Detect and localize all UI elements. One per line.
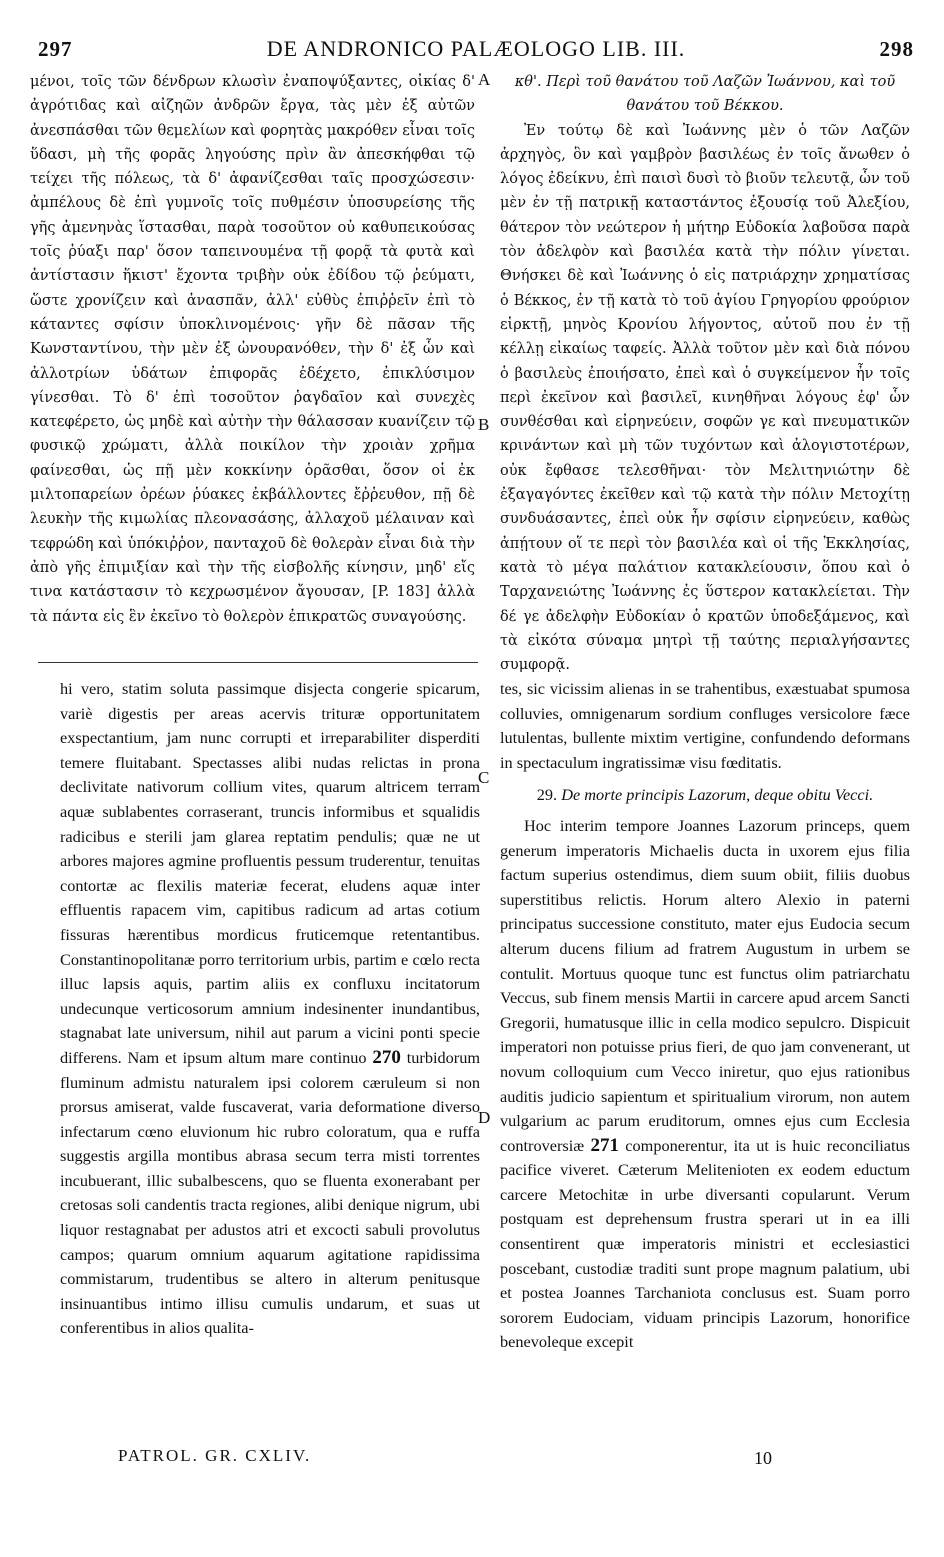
margin-marker-b: B xyxy=(478,415,490,434)
greek-text-left-column xyxy=(30,70,475,629)
column-divider-rule xyxy=(38,662,478,663)
page-number-right: 298 xyxy=(879,37,914,61)
latin-text-part: componerentur, ita ut is huic reconciliatus pacifice viveret. Cæterum Melitenioten ex eodem eductum carcere Metochitæ in urbe diversanti copularunt. Verum postquam est deprehensum frustra sperari ut in ea illi consentirent quæ imperatoris ministri et ecclesiastici poscebant, custodiæ traditi sunt prope magnum palatium, ubi et postea Joannes Tarchaniota conclusus est. Suam porro sororem Eudociam, viduam principis Lazorum, honorifice benevoleque excepit xyxy=(500,1135,910,1352)
latin-text-left-column xyxy=(60,677,480,1341)
running-header xyxy=(38,36,914,70)
margin-marker-c: C xyxy=(478,768,490,787)
margin-marker-d: D xyxy=(478,1108,491,1127)
latin-section-number: 29. xyxy=(536,785,558,805)
greek-text-right-column xyxy=(500,70,910,677)
latin-section-heading xyxy=(500,783,910,808)
signature-number: 10 xyxy=(754,1448,772,1468)
latin-section-title: De morte principis Lazorum, deque obitu Vecci. xyxy=(561,785,874,805)
margin-marker-a: A xyxy=(478,70,491,89)
latin-text-part: hi vero, statim soluta passimque disjecta congerie spicarum, variè digestis per areas acervis trituræ opportunitatem exspectantium, jam nunc corrupti et irreparabiliter disperditi temere fluitabant. Spectasses alibi nudas relictas in prona declivitate nativorum collium vites, quarum altricem terram aquæ sublabentes corraserant, truncis informibus et squalidis radicibus e sterili jam glarea reptatim pendulis; quæ ne ut arbores majores agmine profluentis pessum truderentur, tenuitas contortæ ac flexilis materiæ fecerat, eludens aquæ inter effluentis rapacem vim, capitibus radicum ad artas cotium fissuras hærentibus mordicus fruticemque retentantibus. Constantinopolitanæ porro territorium urbis, partim e cœlo recta illuc lapsis aquis, partim aliis ex confluxu incitatorum undecunque verticosorum amnium indesinenter inundantibus, stagnabat late universum, nihil aut parum a vicini ponti specie differens. Nam et ipsum altum mare continuo xyxy=(60,679,480,1067)
greek-section-heading xyxy=(500,70,910,119)
latin-text-part: turbidorum fluminum admistu naturalem ipsi colorem cæruleum si non prorsus amiserat, valde fuscaverat, varia deformatione diverso infectarum cœno eluvionum hic rubro coloratum, qua e ruffa suggestis argilla montibus abrasa secum terra misti torrentes incubuerant, illic subalbescens, quo se fluenta exonerabant per cretosas soli candentis tracta regiones, alibi denique nigrum, ubi liquor restagnabat per adustos atri et excocti sabuli provolutus campos; quarum omnium aquarum agitatione rapidissima commistarum, trudentibus se altero in alterum penitusque insinuantibus intimo illisu cumulis undarum, et suas ut conferentibus in alios qualita- xyxy=(60,1047,481,1338)
page-break-mark: 270 xyxy=(372,1046,401,1068)
greek-section-title: Περὶ τοῦ θανάτου τοῦ Λαζῶν Ἰωάννου, καὶ τοῦ θανάτου τοῦ Βέκκου. xyxy=(546,74,896,115)
running-title: DE ANDRONICO PALÆOLOGO LIB. III. xyxy=(266,36,686,61)
latin-paragraph xyxy=(500,814,910,1355)
greek-paragraph: μένοι, τοῖς τῶν δένδρων κλωσὶν ἐναποψύξαντες, οἰκίας δ' ἀγρότιδας καὶ αἰζηῶν ἀνδρῶν ἔργα, τὰς μὲν ἐξ αὐτῶν ἀνεσπάσθαι τῶν θεμελίων καὶ φορητὰς μακρόθεν εἶναι τοῖς ὕδασι, μὴ τῆς φορᾶς ληγούσης πρὶν ἂν ἀπεσκήφθαι τῷ τείχει τῆς πόλεως, τὰ δ' ἀφανίζεσθαι ταῖς προσχώσεσιν· ἀμπέλους δὲ ἐπὶ γυμνοῖς τοῖς πυθμέσιν ὑποσυρείσης τῆς γῆς ἀμενηνὰς ἵστασθαι, παρὰ τοσοῦτον οὐ καθυπεικούσας τοῖς ῥύαξι παρ' ὅσον ταπεινουμένα τῇ φορᾷ τὰ φυτὰ καὶ ἀντίστασιν ἥκιστ' ἔχοντα τριβὴν οὐκ ἐδίδου τῷ ῥεύματι, ὥστε χρονίζειν καὶ ἀνασπᾶν, ἀλλ' εὐθὺς ἐπιῤῥεῖν ἐπὶ τὸ κάταντες σφίσιν ὑποκλινομένοις· γῆν δὲ πᾶσαν τῆς Κωνσταντίνου, τὴν μὲν ἐξ ὠνουρανόθεν, τὴν δ' ἐξ ὧν καὶ ἀλλοτρίων ὑδάτων ἐπιφορᾶς ἐδέχετο, ἐπικλύσιμον γίνεσθαι. Τὸ δ' ἐπὶ τοσοῦτον ῥαγδαῖον καὶ συνεχὲς κατεφέρετο, ὡς μηδὲ καὶ αὐτὴν τὴν θάλασσαν κυανίζειν τῷ φυσικῷ χρώματι, ἀλλὰ ποικίλον τὴν χροιὰν χρῆμα φαίνεσθαι, ὡς πῇ μὲν κοκκίνην ὁρᾶσθαι, ὅσον οἱ ἐκ μιλτοπαρείων ὀρέων ῥύακες ἐκβάλλοντες ἔῤῥευθον, πῇ δὲ λευκὴν τῆς κιμωλίας πλεονασάσης, ἀλλαχοῦ μέλαιναν καὶ τεφρώδη καὶ ὑπόκιῤῥον, πανταχοῦ δὲ θολερὰν εἶναι διὰ τὴν ἀπὸ γῆς ἐπιμιξίαν καὶ τὴν τῆς εἰσβολῆς κίνησιν, μηδ' εἴς τινα κατάστασιν τὸ κεχρωσμένον ἄγουσαν, [P. 183] ἀλλὰ τὰ πάντα εἰς ἓν ἐκεῖνο τὸ θολερὸν ἐπικρατῶς συναγούσης. xyxy=(30,74,475,625)
latin-text-right-column xyxy=(500,677,910,1355)
series-footer: PATROL. GR. CXLIV. xyxy=(118,1446,312,1465)
page-break-mark: 271 xyxy=(590,1134,619,1156)
latin-paragraph xyxy=(60,677,480,1341)
greek-section-number: κθ'. xyxy=(514,74,542,90)
greek-paragraph: Ἐν τούτῳ δὲ καὶ Ἰωάννης μὲν ὁ τῶν Λαζῶν ἀρχηγὸς, ὃν καὶ γαμβρὸν βασιλέως ἐν τοῖς ἄνωθεν ὁ λόγος ἐδείκνυ, ἐπὶ παισὶ δυσὶ τὸ βιοῦν τελευτᾷ, ὧν τοῦ μὲν ἐν τῇ πατρικῇ καταστάντος ἐξουσίᾳ τοῦ Ἀλεξίου, θάτερον τὸν νεώτερον ἡ μήτηρ Εὐδοκία λαβοῦσα παρὰ τὸν ἀδελφὸν καὶ βασιλέα κατὰ τὴν πόλιν γίνεται. Θνήσκει δὲ καὶ Ἰωάννης ὁ εἰς πατριάρχην χρηματίσας ὁ Βέκκος, ἐν τῇ κατὰ τὸ τοῦ ἁγίου Γρηγορίου φρούριον εἱρκτῇ, μηνὸς Κρονίου λήγοντος, αὐτοῦ που ἐν τῇ κέλλῃ εἰκαίως ταφείς. Ἀλλὰ τοῦτον μὲν καὶ διὰ πόνου ὁ βασιλεὺς ἐποιήσατο, ἐπεὶ καὶ ὁ συγκείμενον ἦν τοῖς περὶ ἐκεῖνον καὶ βασιλεῖ, κινηθῆναι λόγους ἐφ' ὧν συνθέσθαι καὶ εἰρηνεύειν, σοφῶν γε καὶ πνευματικῶν κρινάντων καὶ μὴ τῶν τυχόντων καὶ ἀλογιστοτέρων, οὐκ ἔφθασε τελεσθῆναι· τὸν Μελιτηνιώτην δὲ ἐξαγαγόντες ἐκεῖθεν καὶ τῷ κατὰ τὴν πόλιν Μετοχίτῃ συνδυάσαντες, ἐπεὶ οὐκ ἦν σφίσιν εἰρηνεύειν, καθὼς ἀπῄτουν οἵ τε περὶ τὸν βασιλέα καὶ οἱ τῆς Ἐκκλησίας, κατὰ τὸ μέγα παλάτιον κατακλείουσιν, ὅπου καὶ ὁ Ταρχανειώτης Ἰωάννης ἐς ὕστερον κατακλείεται. Τὴν δέ γε ἀδελφὴν Εὐδοκίαν ὁ κρατῶν ὑποδεξάμενος, καὶ τὰ εἰκότα σύναμα μητρὶ τῇ ταύτης περιαλγήσαντες συμφορᾷ. xyxy=(500,122,910,674)
latin-paragraph: tes, sic vicissim alienas in se trahentibus, exæstuabat spumosa colluvies, omnigenarum sordium confluges versicolore fæce lutulentas, bullente mixtim vertigine, confundendo deformans in spectaculum ingratissimæ visu fœditatis. xyxy=(500,679,910,772)
latin-text-part: Hoc interim tempore Joannes Lazorum princeps, quem generum imperatoris Michaelis ducta in uxorem ejus filia factum superius ostendimus, diem suum obiit, filiis duobus superstitibus relictis. Horum altero Alexio in paterni principatus successione constituto, mater ejus Eudocia secum alterum ducens filium ad fratrem Augustum in urbem se contulit. Mortuus quoque tunc est functus olim patriarchatu Veccus, sub finem mensis Martii in carcere apud arcem Sancti Gregorii, humatusque illic in cella modico sepulcro. Dispicuit imperatori non potuisse prius fieri, de quo jam convenerant, ut novum colloquium cum Vecco iniretur, quo ejus rationibus auditis judicio sapientum et spiritualium virorum, non autem vulgarium ac parum eruditorum, omnes ejus cum Ecclesia controversiæ xyxy=(500,815,910,1155)
page-number-left: 297 xyxy=(38,37,73,61)
